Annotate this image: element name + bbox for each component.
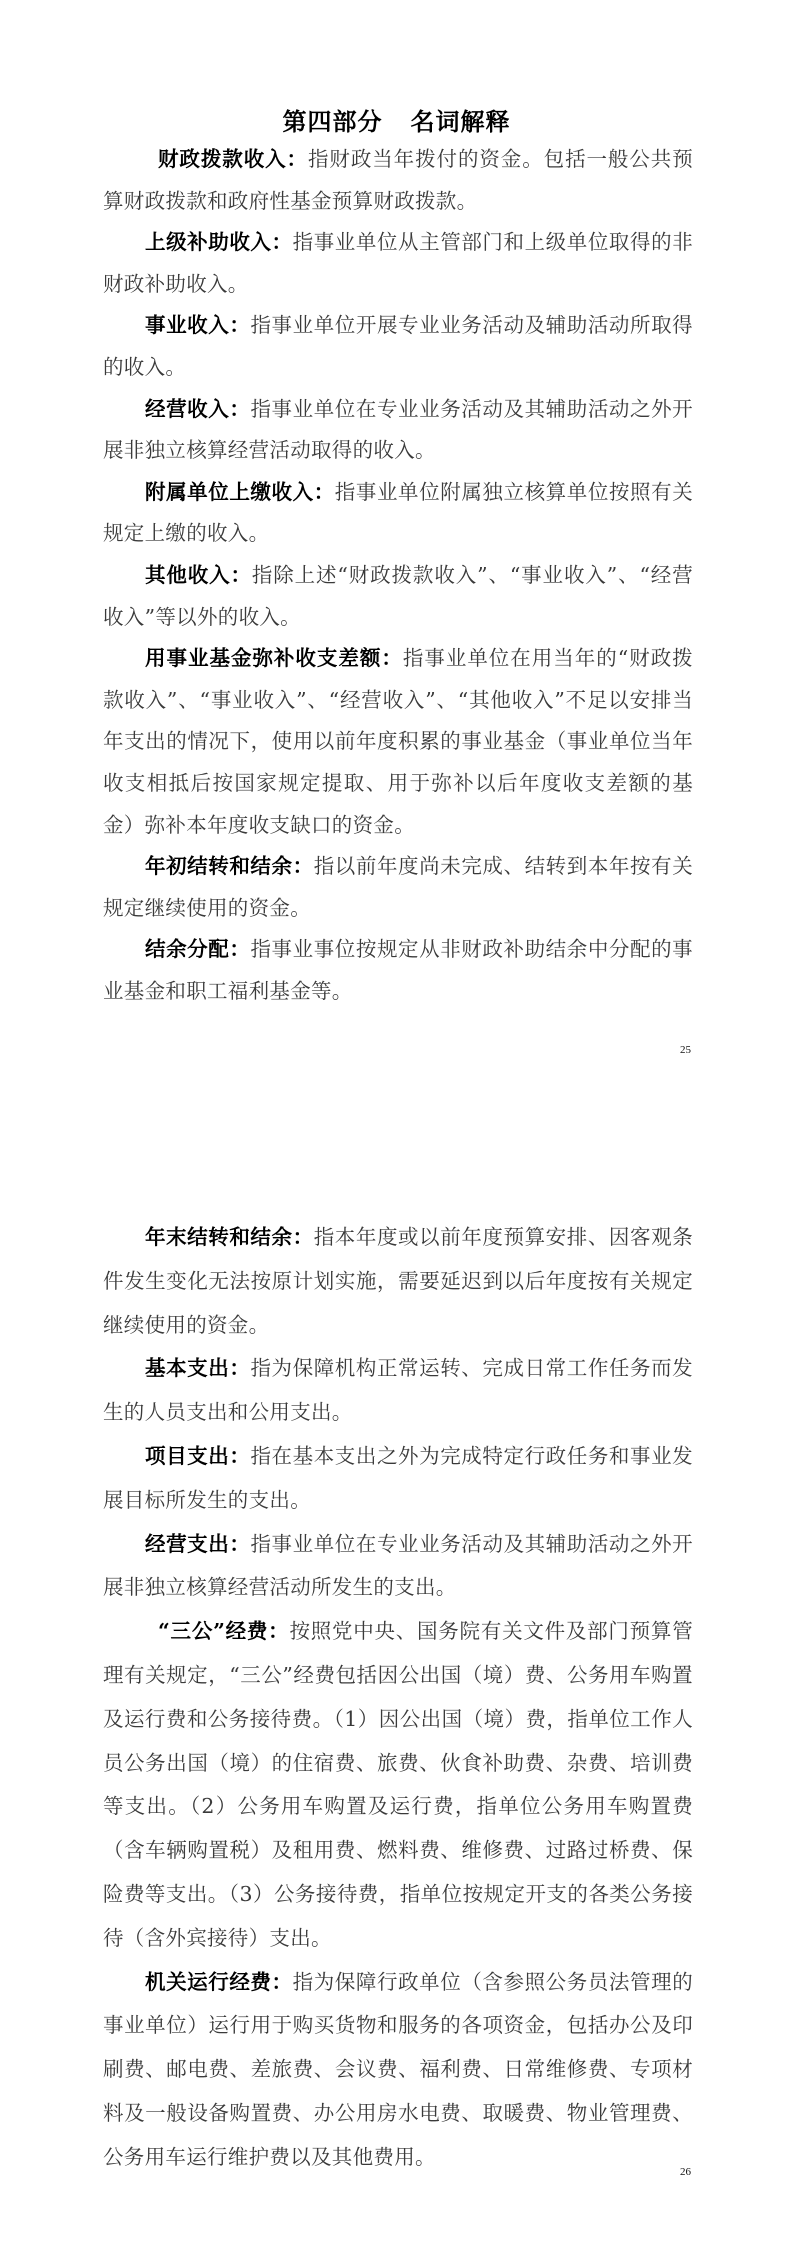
- glossary-definition: 指事业单位开展专业业务活动及辅助活动所取得的收入。: [103, 313, 693, 379]
- glossary-entry: [103, 846, 693, 929]
- glossary-term: 年末结转和结余：: [145, 1225, 314, 1249]
- glossary-entry: [103, 1523, 693, 1611]
- glossary-definition: 指除上述“财政拨款收入”、“事业收入”、“经营收入”等以外的收入。: [103, 562, 693, 629]
- glossary-entry: [103, 1961, 693, 2180]
- document-page-26: [0, 1122, 793, 2244]
- glossary-definition: 指在基本支出之外为完成特定行政任务和事业发展目标所发生的支出。: [103, 1443, 693, 1512]
- glossary-definition: 指事业单位附属独立核算单位按照有关规定上缴的收入。: [103, 479, 693, 546]
- glossary-definition: 指为保障机构正常运转、完成日常工作任务而发生的人员支出和公用支出。: [103, 1356, 693, 1425]
- glossary-entry: [103, 1435, 693, 1523]
- page-number: 26: [680, 2166, 691, 2178]
- glossary-definition: 指事业单位从主管部门和上级单位取得的非财政补助收入。: [103, 230, 693, 296]
- glossary-definition: 指事业事位按规定从非财政补助结余中分配的事业基金和职工福利基金等。: [103, 937, 693, 1003]
- glossary-term: “三公”经费：: [158, 1619, 290, 1644]
- glossary-definition: 指事业单位在专业业务活动及其辅助活动之外开展非独立核算经营活动所发生的支出。: [103, 1531, 693, 1600]
- glossary-term: 事业收入：: [145, 313, 251, 338]
- glossary-term: 项目支出：: [145, 1443, 251, 1468]
- glossary-definition: 指以前年度尚未完成、结转到本年按有关规定继续使用的资金。: [103, 854, 693, 920]
- glossary-term: 结余分配：: [145, 937, 251, 962]
- glossary-term: 经营收入：: [145, 396, 251, 421]
- glossary-entry: [103, 1347, 693, 1435]
- page-number: 25: [680, 1044, 691, 1056]
- glossary-term: 附属单位上缴收入：: [145, 479, 335, 504]
- section-title-part: 第四部分: [282, 107, 383, 136]
- section-title-name: 名词解释: [410, 107, 511, 136]
- glossary-entry: [103, 638, 693, 846]
- glossary-term: 上级补助收入：: [145, 230, 293, 255]
- glossary-entry: [103, 1216, 693, 1347]
- glossary-term: 其他收入：: [145, 562, 252, 587]
- glossary-term: 基本支出：: [145, 1356, 251, 1381]
- glossary-entry: [103, 222, 693, 305]
- glossary-entry: [103, 929, 693, 1012]
- glossary-term: 年初结转和结余：: [145, 854, 314, 879]
- glossary-definition: 指财政当年拨付的资金。包括一般公共预算财政拨款和政府性基金预算财政拨款。: [103, 147, 693, 213]
- glossary-definition: 指事业单位在用当年的“财政拨款收入”、“事业收入”、“经营收入”、“其他收入”不足以安排当年支出的情况下，使用以前年度积累的事业基金（事业单位当年收支相抵后按国家规定提取、用于弥补以后年度收支差额的基金）弥补本年度收支缺口的资金。: [103, 646, 693, 837]
- glossary-term: 机关运行经费：: [145, 1969, 293, 1994]
- glossary-term: 用事业基金弥补收支差额：: [145, 646, 403, 671]
- glossary-entry: [103, 305, 693, 388]
- glossary-definition: 指事业单位在专业业务活动及其辅助活动之外开展非独立核算经营活动取得的收入。: [103, 396, 693, 463]
- glossary-definition: 指为保障行政单位（含参照公务员法管理的事业单位）运行用于购买货物和服务的各项资金，包括办公及印刷费、邮电费、差旅费、会议费、福利费、日常维修费、专项材料及一般设备购置费、办公用房水电费、取暖费、物业管理费、公务用车运行维护费以及其他费用。: [103, 1969, 693, 2169]
- glossary-body: [103, 139, 693, 1012]
- glossary-entry: [103, 1610, 693, 1960]
- glossary-entry: [103, 472, 693, 555]
- glossary-term: 经营支出：: [145, 1531, 251, 1556]
- section-title: [0, 102, 793, 137]
- glossary-body: [103, 1216, 693, 2180]
- glossary-entry: [103, 139, 693, 222]
- glossary-entry: [103, 555, 693, 638]
- glossary-definition: 指本年度或以前年度预算安排、因客观条件发生变化无法按原计划实施，需要延迟到以后年度按有关规定继续使用的资金。: [103, 1225, 693, 1337]
- glossary-definition: 按照党中央、国务院有关文件及部门预算管理有关规定，“三公”经费包括因公出国（境）费、公务用车购置及运行费和公务接待费。（1）因公出国（境）费，指单位工作人员公务出国（境）的住宿费、旅费、伙食补助费、杂费、培训费等支出。（2）公务用车购置及运行费，指单位公务用车购置费（含车辆购置税）及租用费、燃料费、维修费、过路过桥费、保险费等支出。（3）公务接待费，指单位按规定开支的各类公务接待（含外宾接待）支出。: [103, 1619, 693, 1950]
- glossary-entry: [103, 389, 693, 472]
- glossary-term: 财政拨款收入：: [158, 147, 308, 171]
